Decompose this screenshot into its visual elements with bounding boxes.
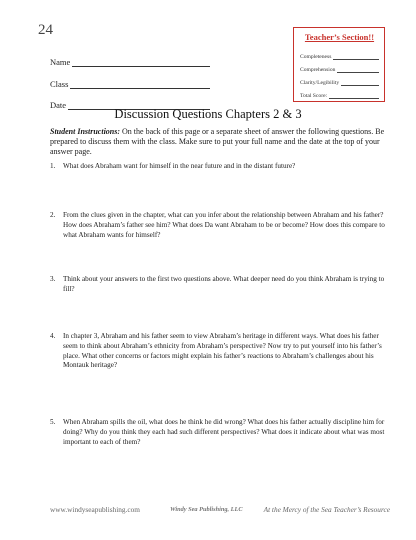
footer-website-link[interactable]: www.windyseapublishing.com: [50, 505, 140, 514]
name-field[interactable]: [50, 46, 210, 67]
class-blank-line[interactable]: [70, 80, 210, 89]
name-label: Name: [50, 57, 71, 67]
total-score-blank-line[interactable]: [329, 94, 379, 99]
clarity-label: Clarity/Legibility: [300, 80, 340, 86]
question-text: What does Abraham want for himself in the near future and in the distant future?: [63, 162, 296, 170]
question-item: [50, 275, 388, 295]
question-number: 5.: [50, 418, 56, 426]
student-info-fields: [50, 46, 210, 111]
question-number: 3.: [50, 275, 56, 283]
name-blank-line[interactable]: [72, 58, 210, 67]
question-text: In chapter 3, Abraham and his father seem to view Abraham’s heritage in different ways. What does his father seem to think about Abraham’s ethnicity from Abraham’s perspective? Now try to put yourself into his father’s place. What other concerns or factors might explain his father’s reactions to Abraham’s challenges about his Montauk heritage?: [63, 332, 382, 370]
footer-publisher-logo: Windy Sea Publishing, LLC: [170, 505, 243, 513]
question-number: 1.: [50, 162, 56, 170]
question-number: 2.: [50, 211, 56, 219]
page-number: 24: [38, 22, 53, 38]
total-score-field[interactable]: [300, 86, 379, 99]
total-score-label: Total Score:: [300, 93, 328, 99]
completeness-score-field[interactable]: [300, 47, 379, 60]
question-text: Think about your answers to the first two questions above. What deeper need do you think Abraham is trying to fill?: [63, 275, 385, 293]
question-item: [50, 162, 388, 172]
comprehension-blank-line[interactable]: [337, 68, 379, 73]
question-item: [50, 332, 388, 371]
question-text: When Abraham spills the oil, what does he think he did wrong? What does his father actually discipline him for doing? Why do you think they each had such different perspectives? What does it indicate about what was most important to each of them?: [63, 418, 385, 446]
completeness-label: Completeness: [300, 54, 332, 60]
teacher-section-box: [293, 27, 385, 102]
clarity-score-field[interactable]: [300, 73, 379, 86]
class-label: Class: [50, 78, 69, 89]
instructions-lead: Student Instructions:: [50, 127, 121, 136]
instructions-text: On the back of this page or a separate sheet of answer the following questions. Be prepared to discuss them with the class. Make sure to put your full name and the date at the top of your answer page.: [50, 127, 385, 157]
comprehension-score-field[interactable]: [300, 60, 379, 73]
question-item: [50, 211, 388, 240]
date-label: Date: [50, 100, 67, 110]
question-item: [50, 418, 388, 447]
class-field[interactable]: [50, 68, 210, 89]
completeness-blank-line[interactable]: [333, 55, 379, 60]
clarity-blank-line[interactable]: [341, 81, 379, 86]
footer-resource-title: At the Mercy of the Sea Teacher’s Resource: [263, 505, 390, 514]
student-instructions: [50, 127, 386, 158]
page-title: Discussion Questions Chapters 2 & 3: [114, 107, 302, 121]
question-number: 4.: [50, 332, 56, 340]
teacher-section-title: Teacher’s Section!!: [304, 32, 375, 42]
comprehension-label: Comprehension: [300, 67, 336, 73]
question-text: From the clues given in the chapter, what can you infer about the relationship between Abraham and his father? How does Abraham’s father see him? What does Da want Abraham to be or become? How does this compare to what Abraham wants for himself?: [63, 211, 385, 239]
